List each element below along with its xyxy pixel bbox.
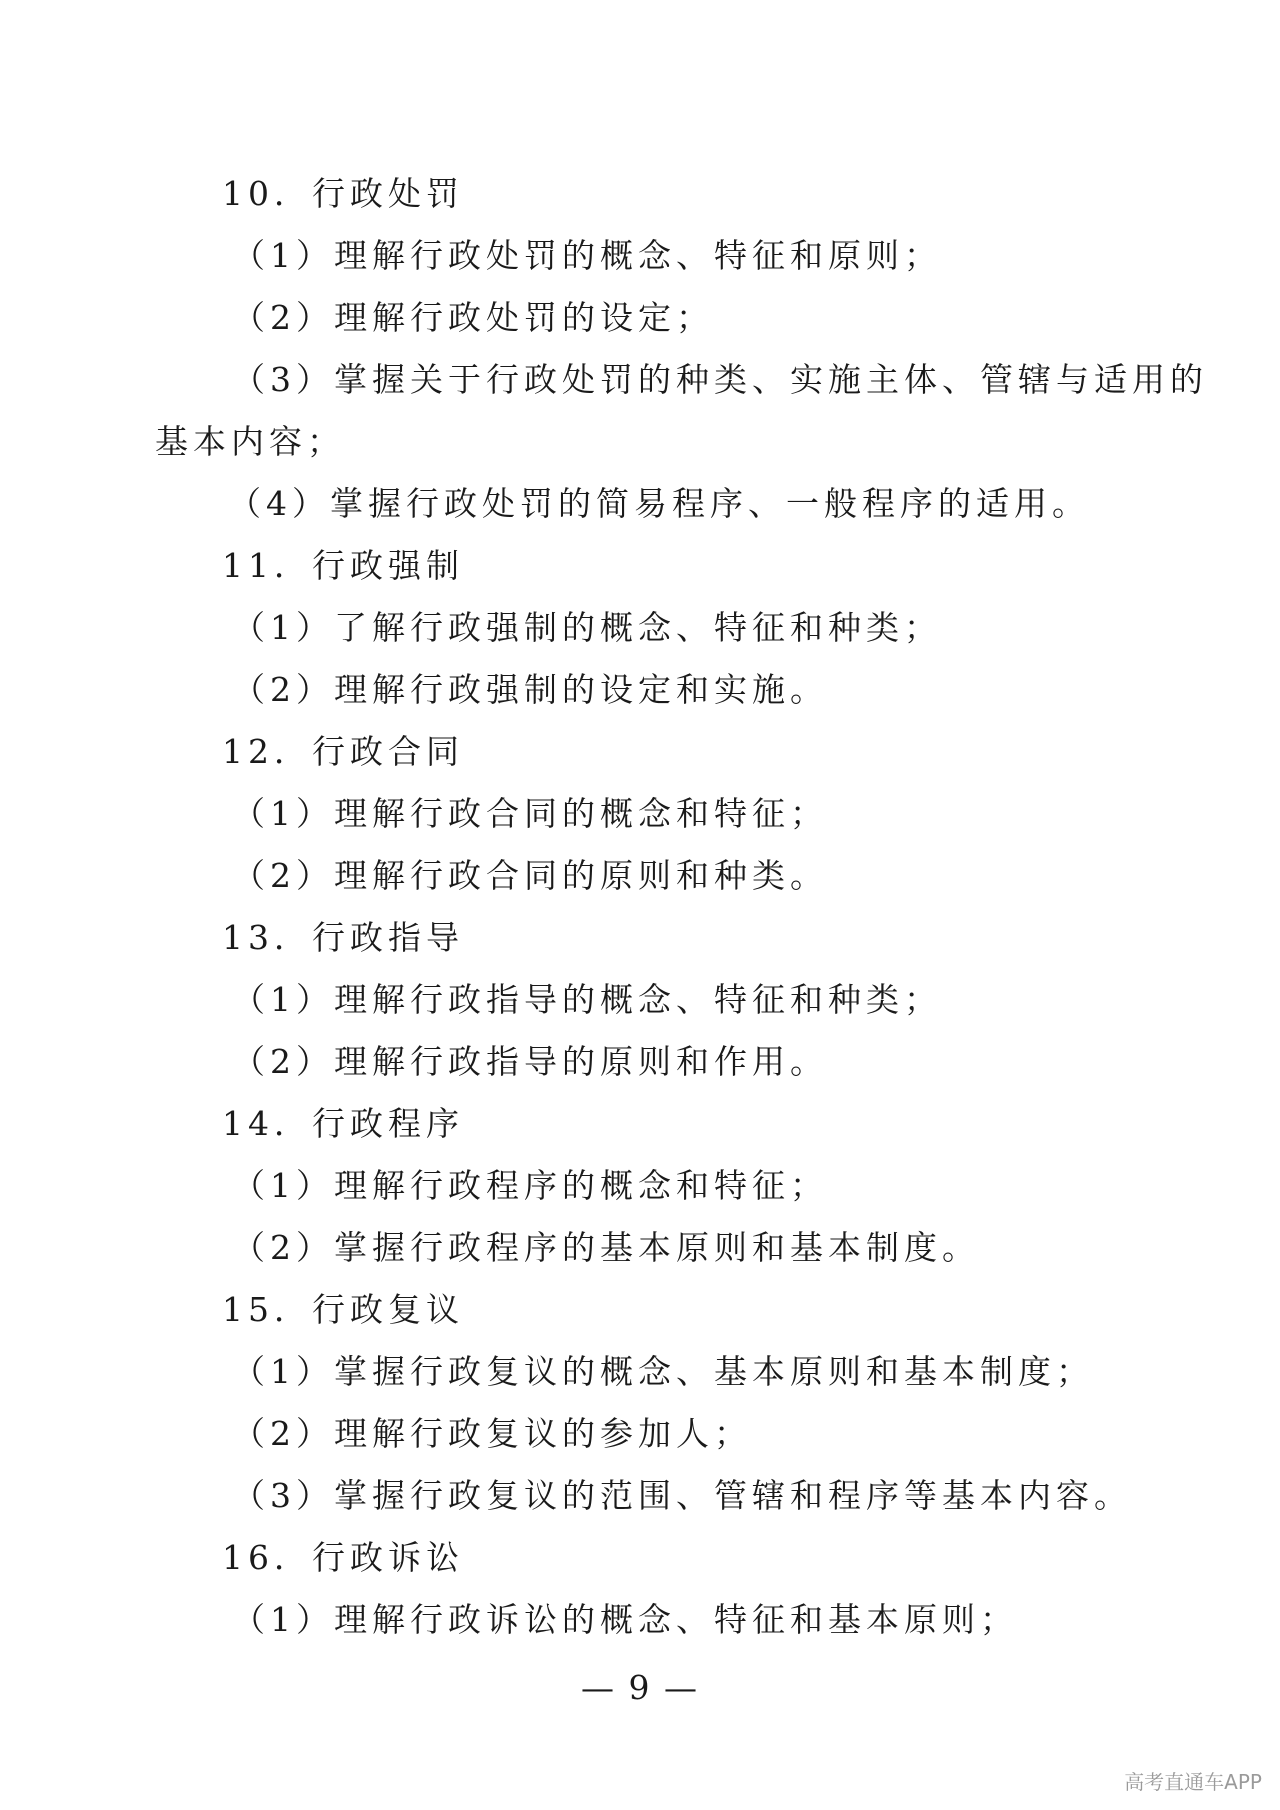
list-item: （1）理解行政诉讼的概念、特征和基本原则； <box>232 1600 1018 1639</box>
section-heading: 15．行政复议 <box>222 1290 464 1329</box>
list-item: （2）理解行政合同的原则和种类。 <box>232 856 828 895</box>
list-item: （3）掌握关于行政处罚的种类、实施主体、管辖与适用的 <box>232 360 1208 399</box>
list-item: （1）理解行政程序的概念和特征； <box>232 1166 828 1205</box>
section-heading: 14．行政程序 <box>222 1104 464 1143</box>
list-item: （2）理解行政复议的参加人； <box>232 1414 752 1453</box>
section-heading: 10．行政处罚 <box>222 174 464 213</box>
list-item-continuation: 基本内容； <box>155 422 345 461</box>
section-heading: 13．行政指导 <box>222 918 464 957</box>
list-item: （4）掌握行政处罚的简易程序、一般程序的适用。 <box>228 484 1090 523</box>
section-heading: 12．行政合同 <box>222 732 464 771</box>
list-item: （2）理解行政强制的设定和实施。 <box>232 670 828 709</box>
list-item: （2）理解行政处罚的设定； <box>232 298 714 337</box>
section-heading: 11．行政强制 <box>222 546 464 585</box>
page-number: — 9 — <box>581 1668 699 1707</box>
list-item: （3）掌握行政复议的范围、管辖和程序等基本内容。 <box>232 1476 1132 1515</box>
list-item: （1）理解行政合同的概念和特征； <box>232 794 828 833</box>
list-item: （1）理解行政指导的概念、特征和种类； <box>232 980 942 1019</box>
list-item: （1）掌握行政复议的概念、基本原则和基本制度； <box>232 1352 1094 1391</box>
watermark: 高考直通车APP <box>1124 1770 1262 1794</box>
section-heading: 16．行政诉讼 <box>222 1538 464 1577</box>
list-item: （2）掌握行政程序的基本原则和基本制度。 <box>232 1228 980 1267</box>
list-item: （1）了解行政强制的概念、特征和种类； <box>232 608 942 647</box>
list-item: （1）理解行政处罚的概念、特征和原则； <box>232 236 942 275</box>
list-item: （2）理解行政指导的原则和作用。 <box>232 1042 828 1081</box>
